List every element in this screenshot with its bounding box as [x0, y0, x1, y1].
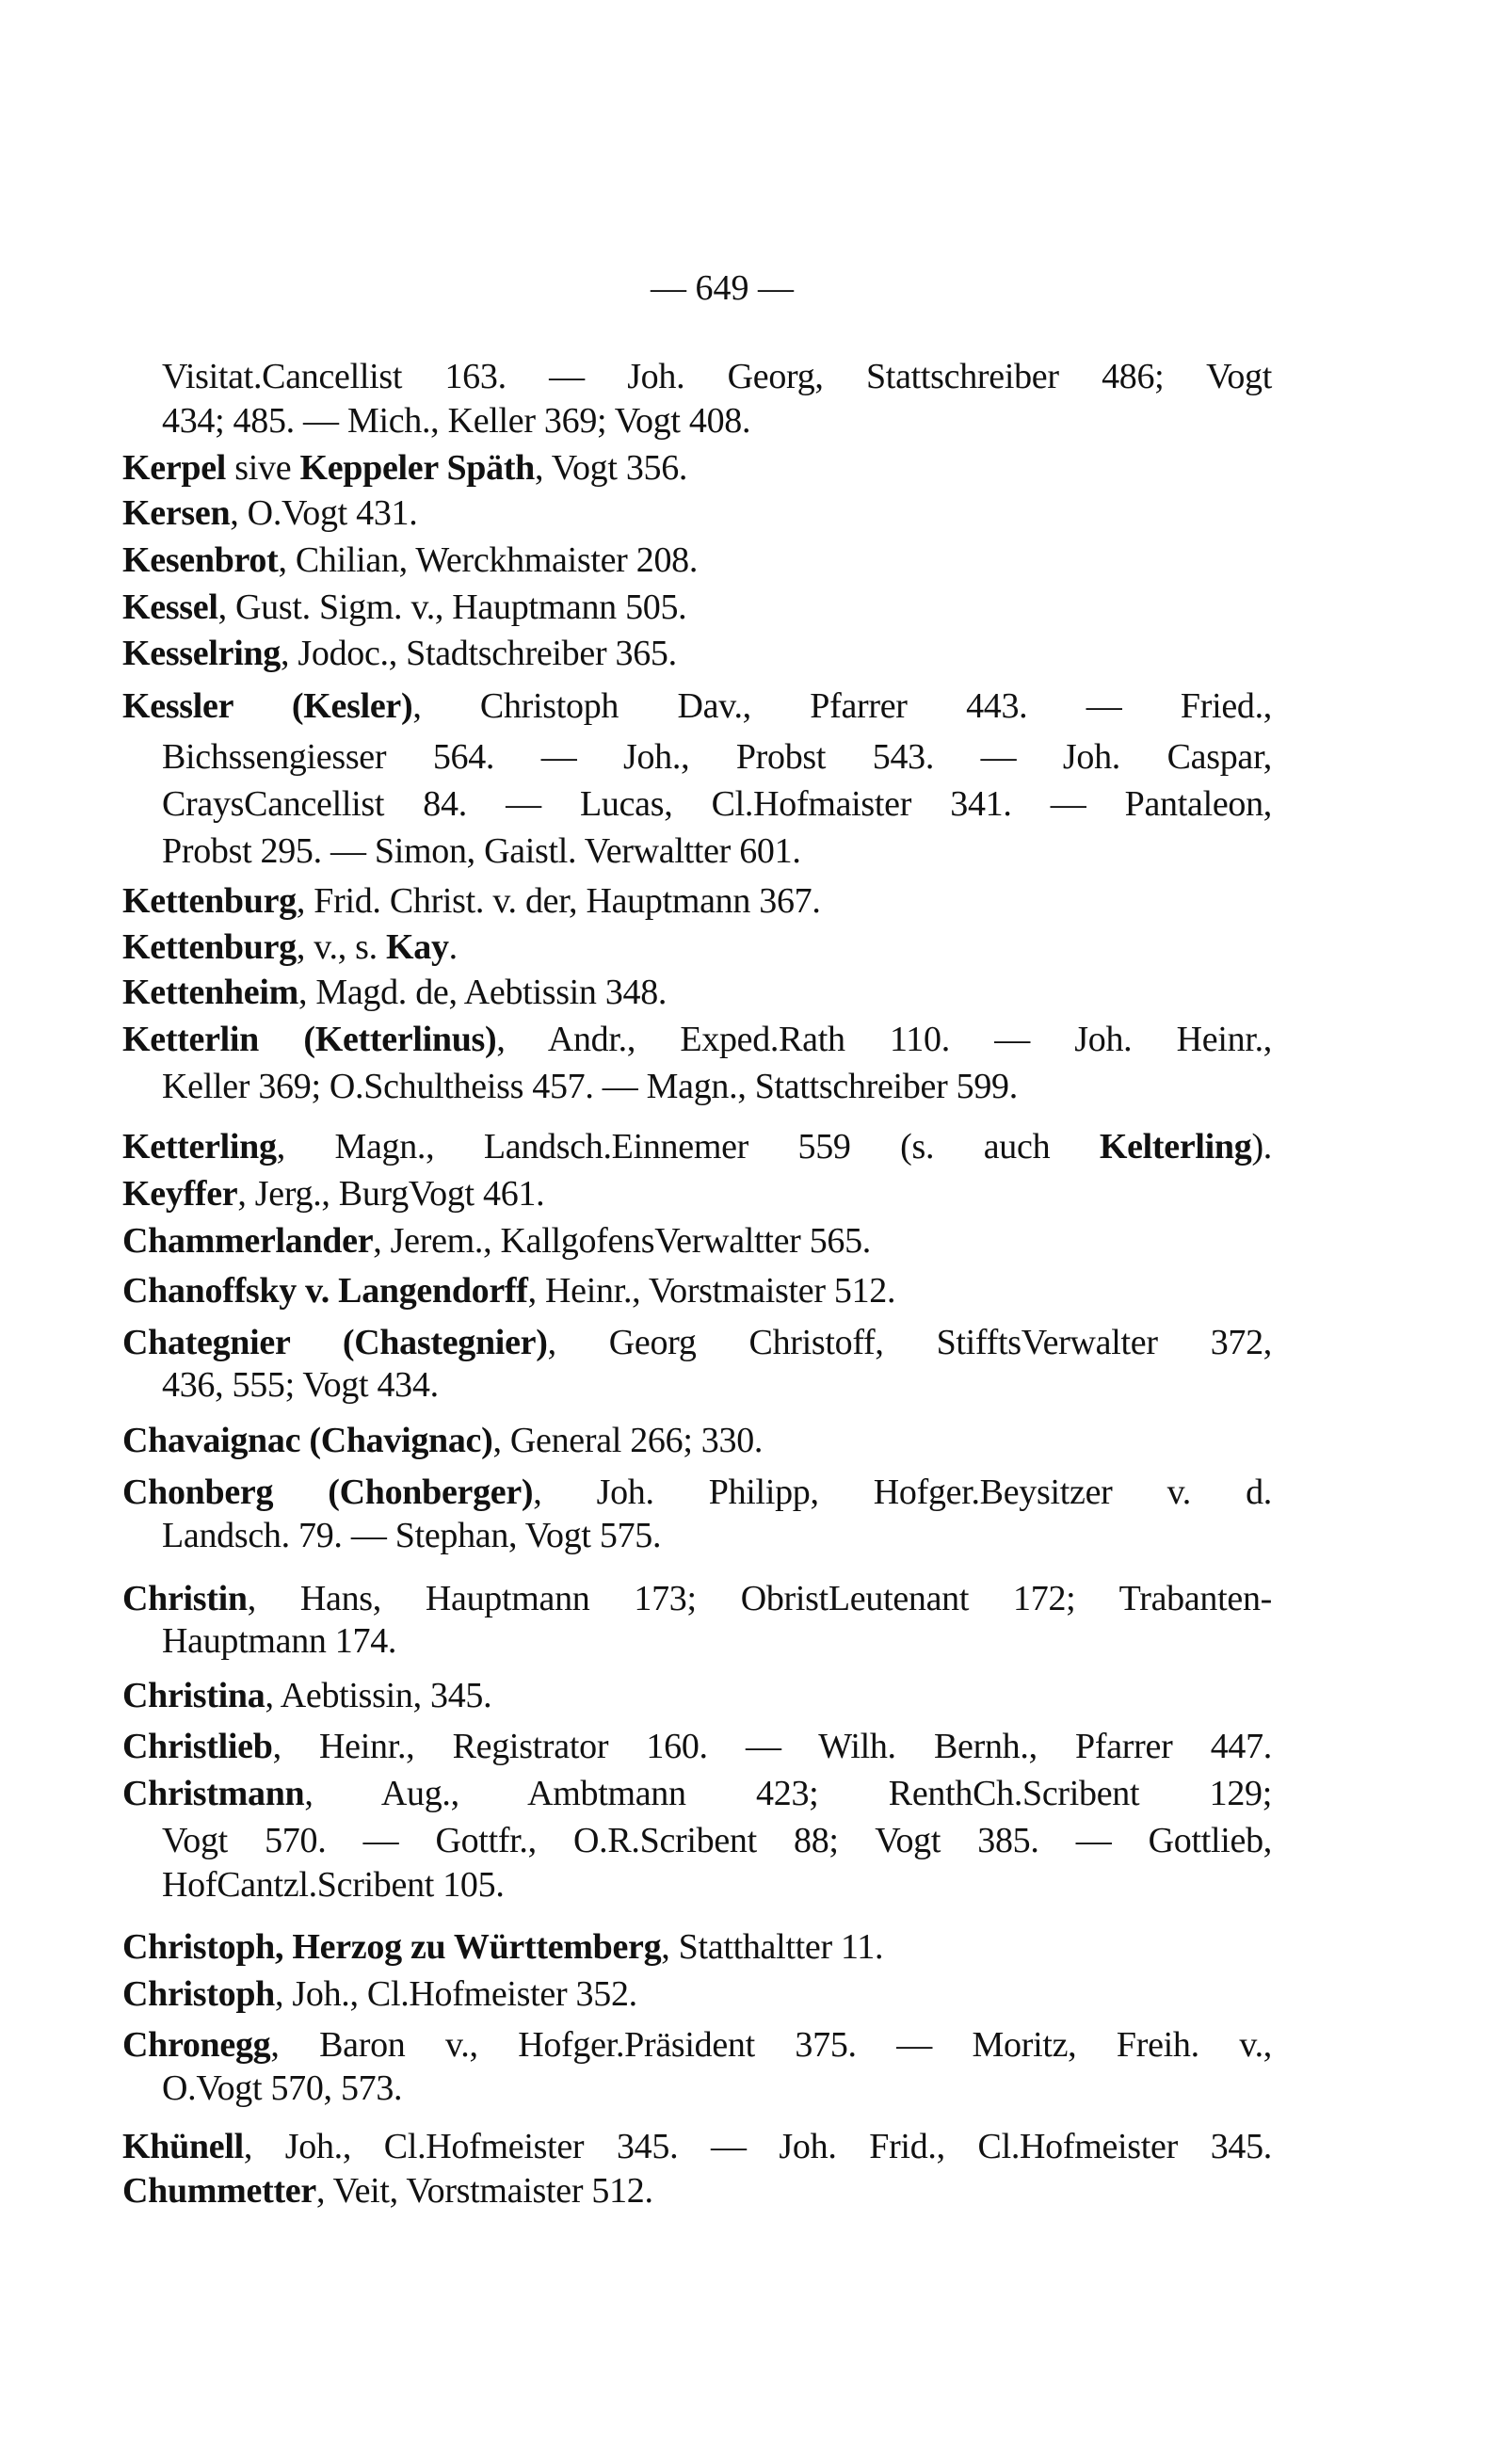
entry-name: Keyffer: [122, 1174, 238, 1214]
entry-text: ).: [1251, 1127, 1272, 1167]
entry-line: [122, 1471, 1272, 1514]
entry-name: Kelterling: [1099, 1127, 1252, 1167]
entry-continuation-line: [162, 829, 1272, 873]
entry-text: Keller 369; O.Schultheiss 457. — Magn., Stattschreiber 599.: [162, 1067, 1018, 1106]
entry-continuation-line: [162, 1619, 1272, 1663]
entry-text: , Georg Christoff, StifftsVerwalter 372,: [547, 1323, 1272, 1362]
entry-text: Visitat.Cancellist 163. — Joh. Georg, Stattschreiber 486; Vogt: [162, 357, 1272, 396]
entry-name: Christin: [122, 1579, 248, 1618]
entry-text: Vogt 570. — Gottfr., O.R.Scribent 88; Vogt 385. — Gottlieb,: [162, 1821, 1272, 1860]
entry-text: , Aebtissin, 345.: [265, 1676, 492, 1715]
entry-continuation-line: [162, 1514, 1272, 1557]
entry-continuation-line: [162, 1819, 1272, 1862]
entry-text: CraysCancellist 84. — Lucas, Cl.Hofmaister 341. — Pantaleon,: [162, 784, 1272, 824]
entry-continuation-line: [162, 355, 1272, 398]
entry-name: Chategnier (Chastegnier): [122, 1323, 548, 1362]
entry-text: , Statthaltter 11.: [661, 1927, 884, 1967]
entry-continuation-line: [162, 1065, 1272, 1108]
entry-text: , Frid. Christ. v. der, Hauptmann 367.: [296, 881, 821, 921]
entry-line: [122, 1972, 1272, 2016]
entry-line: [122, 539, 1272, 582]
entry-name: Kerpel: [122, 448, 227, 488]
entry-text: , Christoph Dav., Pfarrer 443. — Fried.,: [412, 686, 1272, 726]
entry-name: Kessel: [122, 587, 218, 627]
entry-name: Christlieb: [122, 1727, 273, 1766]
entry-text: , Chilian, Werckhmaister 208.: [278, 540, 699, 580]
entry-continuation-line: [162, 1863, 1272, 1907]
entry-continuation-line: [162, 1363, 1272, 1407]
entry-text: , Jerg., BurgVogt 461.: [237, 1174, 545, 1214]
entry-text: , General 266; 330.: [492, 1421, 764, 1460]
entry-line: [122, 1725, 1272, 1768]
entry-name: Kersen: [122, 493, 231, 533]
entry-text: Hauptmann 174.: [162, 1621, 397, 1661]
entry-line: [122, 1219, 1272, 1263]
entry-text: , v., s.: [296, 927, 386, 967]
entry-name: Keppeler Späth: [299, 448, 536, 488]
entry-text: HofCantzl.Scribent 105.: [162, 1865, 505, 1905]
entry-line: [122, 971, 1272, 1014]
entry-text: , Heinr., Vorstmaister 512.: [527, 1271, 896, 1311]
entry-line: [122, 632, 1272, 675]
entry-text: , O.Vogt 431.: [230, 493, 418, 533]
entry-line: [122, 586, 1272, 629]
entry-text: , Magd. de, Aebtissin 348.: [298, 973, 668, 1012]
entry-line: [122, 1018, 1272, 1061]
entry-name: Ketterlin (Ketterlinus): [122, 1020, 497, 1059]
entry-text: , Jodoc., Stadtschreiber 365.: [280, 634, 677, 673]
entry-name: Chronegg: [122, 2025, 271, 2065]
entry-text: , Baron v., Hofger.Präsident 375. — Moritz, Freih. v.,: [270, 2025, 1272, 2065]
entry-text: O.Vogt 570, 573.: [162, 2068, 403, 2108]
entry-text: sive: [226, 448, 300, 488]
entry-line: [122, 879, 1272, 923]
entry-name: Chanoffsky v. Langendorff: [122, 1271, 528, 1311]
entry-text: Bichssengiesser 564. — Joh., Probst 543. — Joh. Caspar,: [162, 737, 1272, 777]
entry-name: Kesenbrot: [122, 540, 279, 580]
entry-text: .: [448, 927, 458, 967]
entry-text: , Joh. Philipp, Hofger.Beysitzer v. d.: [533, 1472, 1272, 1512]
page-number: — 649 —: [651, 268, 794, 308]
entry-continuation-line: [162, 399, 1272, 443]
entry-text: , Aug., Ambtmann 423; RenthCh.Scribent 129;: [304, 1774, 1272, 1813]
entry-text: , Heinr., Registrator 160. — Wilh. Bernh., Pfarrer 447.: [272, 1727, 1272, 1766]
entry-line: [122, 2169, 1272, 2213]
entry-text: , Andr., Exped.Rath 110. — Joh. Heinr.,: [496, 1020, 1272, 1059]
entry-name: Kesselring: [122, 634, 281, 673]
entry-text: , Hans, Hauptmann 173; ObristLeutenant 172; Trabanten-: [247, 1579, 1272, 1618]
entry-text: , Jerem., KallgofensVerwaltter 565.: [373, 1221, 871, 1261]
entry-line: [122, 1925, 1272, 1969]
entry-text: , Gust. Sigm. v., Hauptmann 505.: [217, 587, 687, 627]
entry-name: Kettenburg: [122, 881, 297, 921]
entry-line: [122, 1321, 1272, 1364]
entry-line: [122, 1577, 1272, 1620]
entry-continuation-line: [162, 735, 1272, 779]
entry-text: , Veit, Vorstmaister 512.: [315, 2171, 653, 2211]
entry-line: [122, 1419, 1272, 1462]
entry-name: Kessler (Kesler): [122, 686, 413, 726]
entry-line: [122, 2125, 1272, 2168]
entry-line: [122, 684, 1272, 728]
entry-line: [122, 1674, 1272, 1717]
entry-text: 434; 485. — Mich., Keller 369; Vogt 408.: [162, 401, 751, 441]
entry-line: [122, 925, 1272, 969]
entry-line: [122, 491, 1272, 535]
entry-name: Kay: [386, 927, 449, 967]
entry-name: Christoph: [122, 1974, 276, 2014]
entry-name: Chummetter: [122, 2171, 316, 2211]
entry-continuation-line: [162, 782, 1272, 826]
entry-line: [122, 1172, 1272, 1215]
entry-name: Chonberg (Chonberger): [122, 1472, 534, 1512]
entry-name: Chammerlander: [122, 1221, 374, 1261]
entry-text: , Joh., Cl.Hofmeister 345. — Joh. Frid., Cl.Hofmeister 345.: [243, 2127, 1272, 2166]
entry-text: , Joh., Cl.Hofmeister 352.: [275, 1974, 637, 2014]
entry-name: Khünell: [122, 2127, 244, 2166]
entry-continuation-line: [162, 2067, 1272, 2110]
entry-line: [122, 1269, 1272, 1312]
entry-name: Kettenheim: [122, 973, 298, 1012]
entry-text: Landsch. 79. — Stephan, Vogt 575.: [162, 1516, 662, 1555]
entry-line: [122, 2023, 1272, 2067]
entry-line: [122, 1125, 1272, 1168]
entry-name: Christina: [122, 1676, 265, 1715]
entry-text: , Vogt 356.: [535, 448, 688, 488]
entry-line: [122, 1772, 1272, 1815]
entry-name: Chavaignac (Chavignac): [122, 1421, 493, 1460]
entry-name: Christoph, Herzog zu Württemberg: [122, 1927, 662, 1967]
entry-text: Probst 295. — Simon, Gaistl. Verwaltter 601.: [162, 831, 801, 871]
entry-text: , Magn., Landsch.Einnemer 559 (s. auch: [276, 1127, 1100, 1167]
entry-line: [122, 446, 1272, 490]
entry-text: 436, 555; Vogt 434.: [162, 1365, 439, 1405]
entry-name: Christmann: [122, 1774, 305, 1813]
entry-name: Kettenburg: [122, 927, 297, 967]
entry-name: Ketterling: [122, 1127, 277, 1167]
